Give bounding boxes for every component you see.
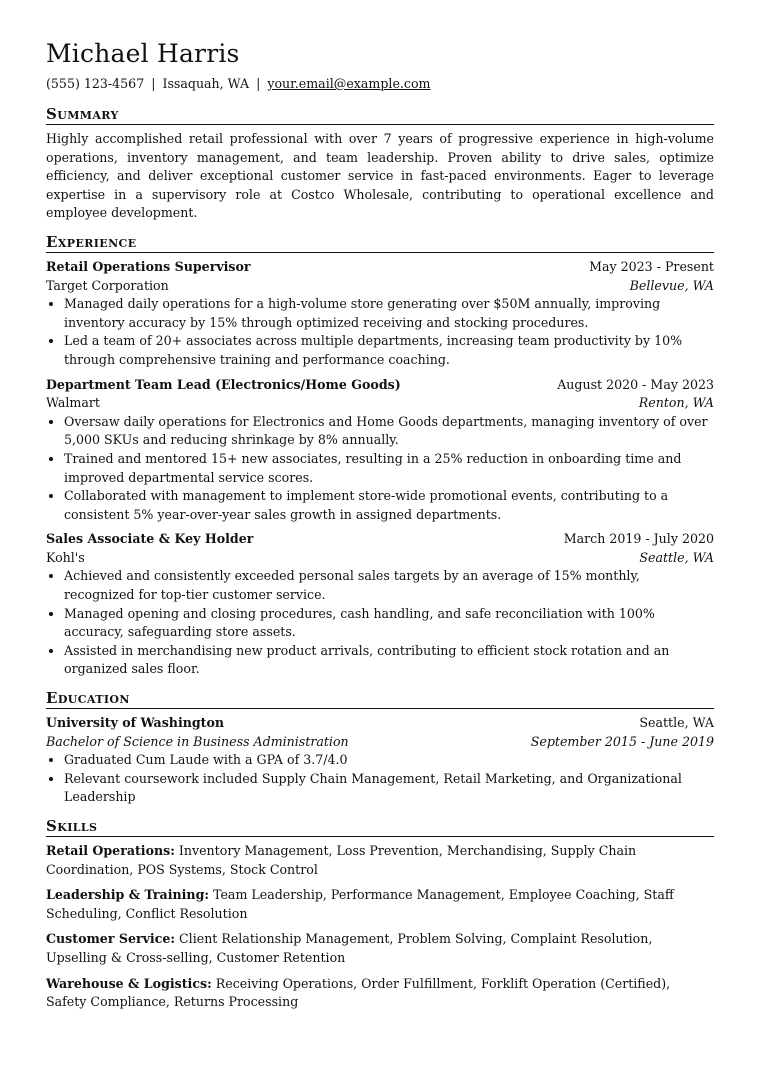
skill-list: Receiving Operations, Order Fulfillment, Forklift Operation (Certified), Safety Compliance, Returns Processing — [46, 975, 671, 1010]
school-location: Seattle, WA — [639, 715, 714, 731]
email-link[interactable]: your.email@example.com — [267, 76, 431, 91]
job-role: Department Team Lead (Electronics/Home Goods) — [46, 376, 401, 392]
job-entry — [46, 376, 714, 525]
education-section — [46, 689, 714, 807]
job-company: Target Corporation — [46, 277, 169, 293]
education-dates: September 2015 - June 2019 — [530, 733, 714, 749]
section-title-summary: Summary — [46, 105, 714, 125]
skill-row — [46, 886, 714, 923]
section-title-skills: Skills — [46, 817, 714, 837]
job-company: Walmart — [46, 395, 100, 411]
bullet-item: • Assisted in merchandising new product arrivals, contributing to efficient stock rotation and an organized sales floor. — [64, 642, 714, 679]
skill-row — [46, 842, 714, 879]
skill-list: Team Leadership, Performance Management, Employee Coaching, Staff Scheduling, Conflict Resolution — [46, 887, 674, 921]
job-location: Seattle, WA — [639, 549, 714, 565]
section-title-education: Education — [46, 689, 714, 709]
job-entry — [46, 258, 714, 370]
skill-category: Leadership & Training: — [46, 887, 210, 903]
phone-number: (555) 123-4567 — [46, 76, 145, 91]
skill-list: Client Relationship Management, Problem Solving, Complaint Resolution, Upselling & Cross-selling, Customer Retention — [46, 931, 653, 965]
skill-row — [46, 930, 714, 967]
degree: Bachelor of Science in Business Administration — [46, 733, 349, 749]
job-company: Kohl's — [46, 549, 85, 565]
job-location: Bellevue, WA — [629, 277, 714, 293]
job-bullets — [46, 413, 714, 525]
education-bullets — [46, 751, 714, 807]
bullet-item: • Managed opening and closing procedures, cash handling, and safe reconciliation with 100% accuracy, safeguarding store assets. — [64, 605, 714, 642]
school-name: University of Washington — [46, 715, 225, 731]
job-role: Retail Operations Supervisor — [46, 258, 251, 274]
bullet-item: • Graduated Cum Laude with a GPA of 3.7/4.0 — [64, 751, 714, 770]
bullet-item: • Achieved and consistently exceeded personal sales targets by an average of 15% monthly, recognized for top-tier customer service. — [64, 567, 714, 604]
bullet-item: • Relevant coursework included Supply Chain Management, Retail Marketing, and Organizational Leadership — [64, 770, 714, 807]
bullet-item: • Collaborated with management to implement store-wide promotional events, contributing to a consistent 5% year-over-year sales growth in assigned departments. — [64, 487, 714, 524]
job-bullets — [46, 295, 714, 369]
skill-category: Customer Service: — [46, 931, 176, 947]
job-dates: March 2019 - July 2020 — [563, 531, 714, 547]
skill-list: Inventory Management, Loss Prevention, Merchandising, Supply Chain Coordination, POS Systems, Stock Control — [46, 843, 637, 877]
resume-page — [46, 38, 714, 1019]
separator: | — [151, 76, 156, 91]
skill-category: Retail Operations: — [46, 843, 175, 858]
skill-category: Warehouse & Logistics: — [46, 975, 212, 991]
candidate-name: Michael Harris — [46, 39, 240, 68]
experience-section — [46, 233, 714, 679]
section-title-experience: Experience — [46, 233, 714, 253]
separator: | — [256, 76, 261, 91]
skill-row — [46, 975, 714, 1012]
job-location: Renton, WA — [638, 395, 714, 411]
summary-section — [46, 105, 714, 223]
job-bullets — [46, 567, 714, 679]
bullet-item: • Led a team of 20+ associates across multiple departments, increasing team productivity by 10% through comprehensive training and performance coaching. — [64, 332, 714, 369]
location: Issaquah, WA — [162, 76, 250, 91]
summary-text: Highly accomplished retail professional with over 7 years of progressive experience in high-volume operations, inventory management, and team leadership. Proven ability to drive sales, optimize efficiency, and deliver exceptional customer service in fast-paced environments. Eager to leverage expertise in a supervisory role at Costco Wholesale, contributing to operational excellence and employee development. — [46, 131, 714, 221]
job-dates: August 2020 - May 2023 — [557, 376, 714, 392]
bullet-item: • Managed daily operations for a high-volume store generating over $50M annually, improving inventory accuracy by 15% through optimized receiving and stocking procedures. — [64, 295, 714, 332]
job-dates: May 2023 - Present — [589, 258, 714, 274]
job-role: Sales Associate & Key Holder — [46, 531, 254, 547]
job-entry — [46, 530, 714, 679]
bullet-item: • Trained and mentored 15+ new associates, resulting in a 25% reduction in onboarding time and improved departmental service scores. — [64, 450, 714, 487]
bullet-item: • Oversaw daily operations for Electronics and Home Goods departments, managing inventory of over 5,000 SKUs and reducing shrinkage by 8% annually. — [64, 413, 714, 450]
skills-section — [46, 817, 714, 1012]
contact-line — [46, 76, 714, 92]
